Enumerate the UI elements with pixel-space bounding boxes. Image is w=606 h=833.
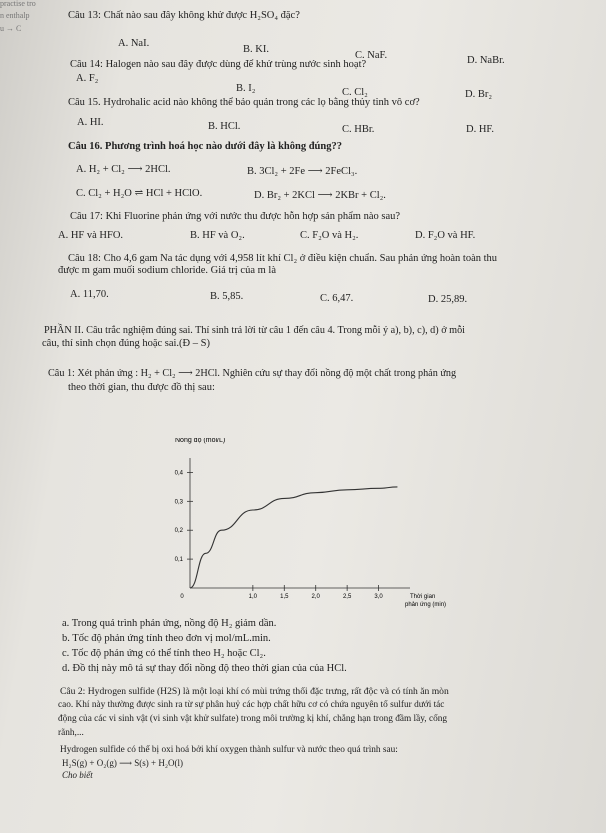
q15-option-c: C. HBr. [342,124,375,135]
c1-item-d: d. Đồ thị này mô tả sự thay đổi nồng độ theo thời gian của của HCl. [62,663,347,674]
q13-option-d: D. NaBr. [467,55,505,66]
corner-fragment: u → C [0,24,22,33]
q13-option-b: B. KI. [243,44,269,55]
q18-option-c: C. 6,47. [320,293,354,304]
q14-option-b: B. I₂ [236,83,256,94]
chart-y-label: Nồng độ (mol/L) [175,438,226,444]
q18-option-b: B. 5,85. [210,291,244,302]
q16-option-b: B. 3Cl₂ + 2Fe ⟶ 2FeCl₃. [247,166,358,177]
c1-stem: theo thời gian, thu được đồ thị sau: [68,382,215,393]
c2-given: Cho biết [62,770,93,780]
q17-option-d: D. F₂O và HF. [415,230,476,241]
corner-fragment: practise tro [0,0,36,8]
c1-stem: Câu 1: Xét phản ứng : H₂ + Cl₂ ⟶ 2HCl. Nghiên cứu sự thay đổi nồng độ một chất trong phản ứng [48,368,457,379]
concentration-chart [160,438,460,613]
c2-text: Câu 2: Hydrogen sulfide (H2S) là một loại khí có mùi trứng thối đặc trưng, rất độc và có tính ăn mòn [60,686,449,697]
c2-text: động của các vi sinh vật (vi sinh vật khử sulfate) trong môi trường kị khí, chẳng hạn trong đầm lầy, cống [58,714,448,724]
q14-option-c: C. Cl₂ [342,87,368,98]
question-13-stem: Câu 13: Chất nào sau đây không khử được H₂SO₄ đặc? [68,10,300,21]
x-tick-label: 3,0 [374,594,383,600]
q15-option-b: B. HCl. [208,121,241,132]
question-18-line: được m gam muối sodium chloride. Giá trị của m là [58,265,276,276]
q18-option-a: A. 11,70. [70,289,109,300]
x-tick-label: 2,0 [311,594,320,600]
question-14-stem: Câu 14: Halogen nào sau đây được dùng để khử trùng nước sinh hoạt? [70,59,367,70]
question-16-stem: Câu 16. Phương trình hoá học nào dưới đây là không đúng?? [68,141,342,152]
q15-option-d: D. HF. [466,124,495,135]
y-tick-label: 0,1 [174,557,183,564]
part2-instruction: PHẦN II. Câu trắc nghiệm đúng sai. Thí sinh trả lời từ câu 1 đến câu 4. Trong mỗi ý a), b), c), d) ở mỗi [44,325,465,336]
c1-item-c: c. Tốc độ phản ứng có thể tính theo H₂ hoặc Cl₂. [62,648,266,659]
part2-instruction: câu, thí sinh chọn đúng hoặc sai.(Đ – S) [42,338,210,349]
c1-item-a: a. Trong quá trình phản ứng, nồng độ H₂ giảm dần. [62,618,277,629]
c1-item-b: b. Tốc độ phản ứng tính theo đơn vị mol/mL.min. [62,633,271,644]
chart-x-label: phản ứng (min) [405,602,447,608]
q14-option-a: A. F₂ [76,73,99,84]
x-tick-label: 1,0 [248,594,258,600]
q17-option-b: B. HF và O₂. [190,230,245,241]
concentration-curve [190,487,397,588]
question-18-line: Câu 18: Cho 4,6 gam Na tác dụng với 4,958 lít khí Cl₂ ở điều kiện chuẩn. Sau phản ứng hoàn toàn thu [68,253,498,264]
y-tick-label: 0,2 [174,528,183,535]
q17-option-a: A. HF và HFO. [58,230,124,241]
y-tick-label: 0,4 [174,470,183,477]
y-tick-label: 0,3 [174,499,183,506]
q17-option-c: C. F₂O và H₂. [300,230,359,241]
c2-equation: H₂S(g) + O₂(g) ⟶ S(s) + H₂O(l) [62,758,183,768]
q16-option-d: D. Br₂ + 2KCl ⟶ 2KBr + Cl₂. [254,190,386,201]
c2-text: rãnh,... [58,728,84,738]
q18-option-d: D. 25,89. [428,294,468,305]
question-15-stem: Câu 15. Hydrohalic acid nào không thể bảo quản trong các lọ bằng thủy tinh vô cơ? [68,97,420,108]
question-17-stem: Câu 17: Khi Fluorine phản ứng với nước thu được hỗn hợp sản phẩm nào sau? [70,211,401,222]
q15-option-a: A. HI. [77,117,104,128]
x-tick-label: 1,5 [280,594,289,600]
q13-option-a: A. NaI. [118,38,150,49]
q16-option-a: A. H₂ + Cl₂ ⟶ 2HCl. [76,164,171,175]
corner-fragment: n enthalp [0,11,30,20]
x-tick-label: 0 [180,594,184,600]
q13-option-c: C. NaF. [355,50,388,61]
q14-option-d: D. Br₂ [465,89,492,100]
c2-text: Hydrogen sulfide có thể bị oxi hoá bởi khí oxygen thành sulfur và nước theo quá trình sau: [60,745,398,755]
x-tick-label: 2,5 [342,594,352,600]
chart-x-label: Thời gian [410,594,436,600]
c2-text: cao. Khí này thường được sinh ra từ sự phân huỷ các hợp chất hữu cơ có chứa nguyên tố sulfur dưới tác [58,700,445,710]
q16-option-c: C. Cl₂ + H₂O ⇌ HCl + HClO. [76,188,203,199]
